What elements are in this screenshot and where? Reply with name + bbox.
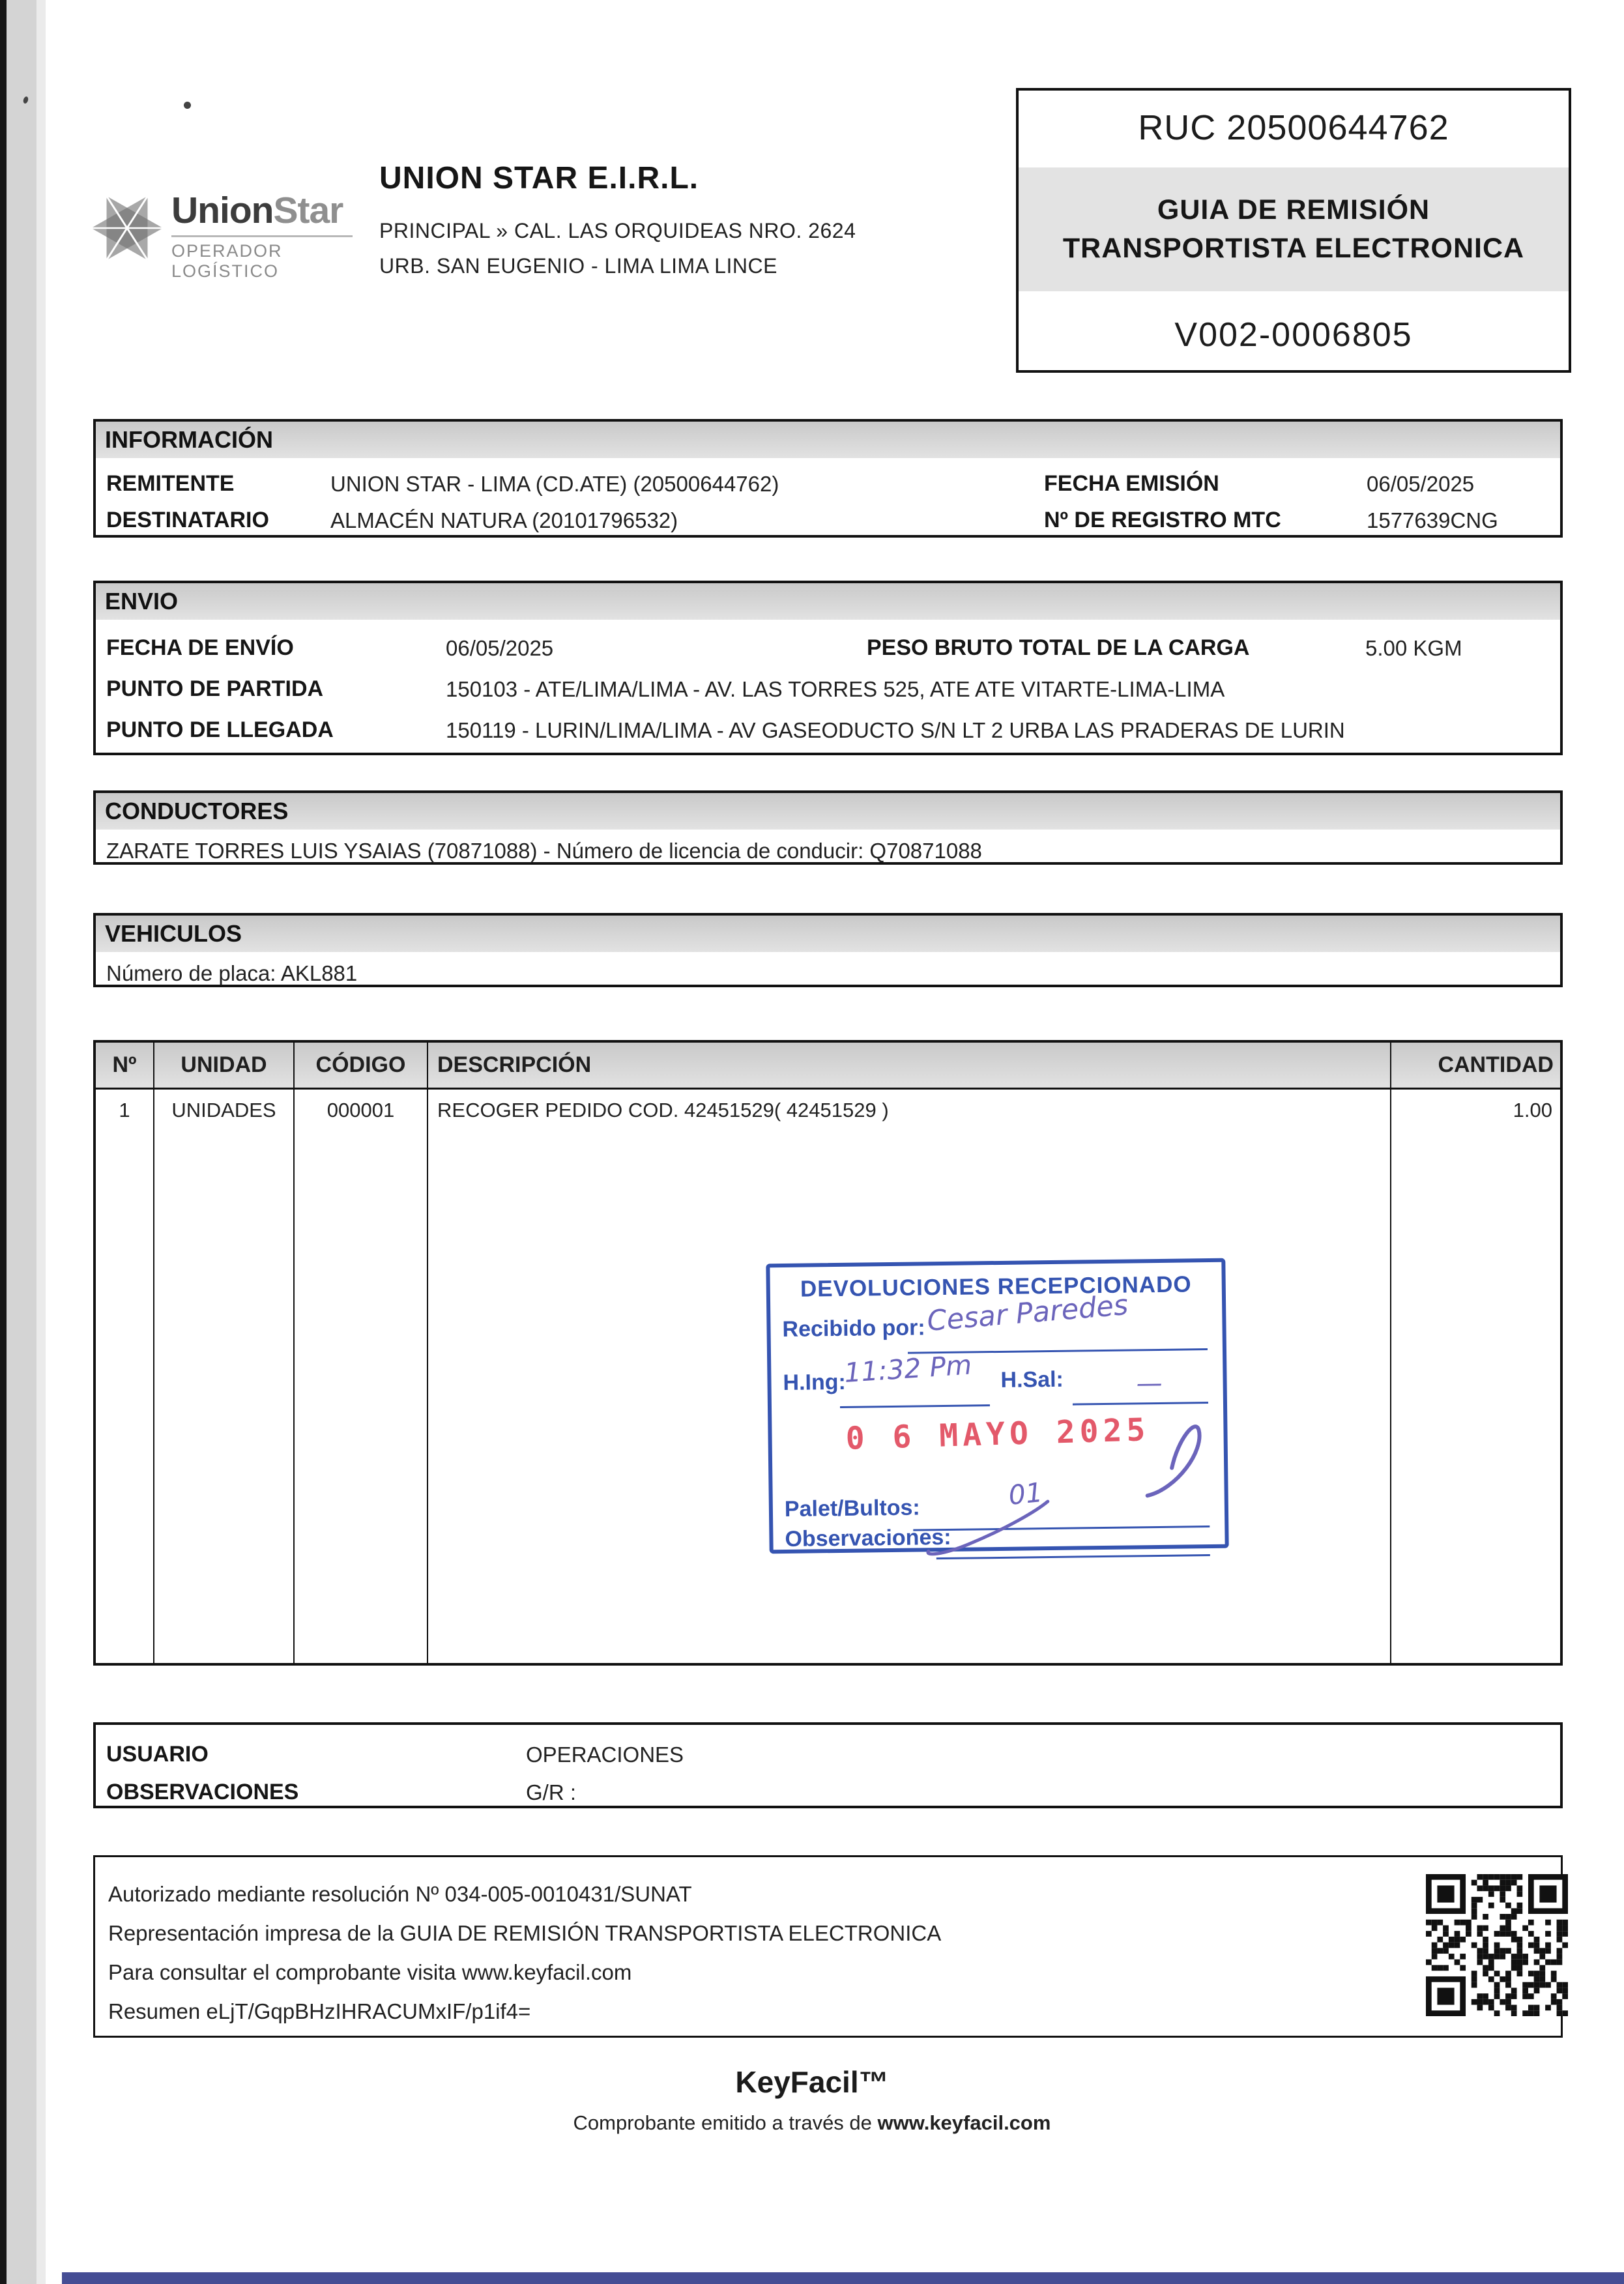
reception-stamp — [766, 1258, 1228, 1554]
vehiculos-section — [93, 913, 1563, 987]
punto-llegada-label: PUNTO DE LLEGADA — [106, 717, 334, 742]
envio-section-title: ENVIO — [96, 583, 1560, 620]
observaciones-label: OBSERVACIONES — [106, 1780, 299, 1804]
destinatario-value: ALMACÉN NATURA (20101796532) — [330, 508, 678, 532]
document-serial-number: V002-0006805 — [1174, 316, 1413, 354]
item-cell-codigo: 000001 — [295, 1090, 428, 1663]
destinatario-label: DESTINATARIO — [106, 508, 269, 532]
document-type-line1: GUIA DE REMISIÓN — [1157, 194, 1430, 225]
remitente-label: REMITENTE — [106, 471, 235, 496]
usuario-label: USUARIO — [106, 1742, 209, 1767]
informacion-section-title: INFORMACIÓN — [96, 422, 1560, 458]
stamp-hsal-handwriting: — — [1136, 1368, 1163, 1399]
envio-section — [93, 581, 1563, 755]
observaciones-value: G/R : — [526, 1780, 577, 1804]
logo-word-union: Union — [171, 190, 274, 231]
col-header-codigo: CÓDIGO — [295, 1043, 428, 1090]
keyfacil-url: www.keyfacil.com — [877, 2111, 1051, 2134]
authorization-line4: Resumen eLjT/GqpBHzIHRACUMxIF/p1if4= — [108, 1999, 531, 2023]
stamp-hsal-label: H.Sal: — [1000, 1366, 1064, 1393]
stamp-date-red: 0 6 MAYO 2025 — [845, 1411, 1151, 1457]
stamp-line — [840, 1404, 990, 1408]
logo-star-icon — [89, 184, 166, 272]
stamp-hing-label: H.Ing: — [783, 1369, 847, 1396]
registro-mtc-value: 1577639CNG — [1367, 508, 1498, 532]
scan-edge-left-gray — [7, 0, 36, 2284]
fecha-emision-label: FECHA EMISIÓN — [1044, 471, 1219, 496]
conductores-section — [93, 790, 1563, 865]
company-address-line1: PRINCIPAL » CAL. LAS ORQUIDEAS NRO. 2624 — [379, 219, 856, 242]
logo-wordmark — [171, 192, 380, 231]
signature-stroke — [1140, 1415, 1226, 1505]
conductores-section-title: CONDUCTORES — [96, 793, 1560, 830]
keyfacil-emitted-prefix: Comprobante emitido a través de — [573, 2111, 878, 2134]
usuario-section — [93, 1722, 1563, 1808]
peso-bruto-label: PESO BRUTO TOTAL DE LA CARGA — [867, 635, 1250, 660]
stamp-palet-label: Palet/Bultos: — [784, 1495, 920, 1522]
signature-stroke — [923, 1499, 1054, 1559]
keyfacil-emitted-line — [0, 2111, 1624, 2135]
registro-mtc-label: Nº DE REGISTRO MTC — [1044, 508, 1281, 532]
authorization-line3: Para consultar el comprobante visita www.keyfacil.com — [108, 1960, 632, 1984]
scan-edge-left-black — [0, 0, 7, 2284]
fecha-emision-value: 06/05/2025 — [1367, 472, 1475, 496]
stamp-hing-handwriting: 11:32 Pm — [843, 1349, 973, 1389]
authorization-line1: Autorizado mediante resolución Nº 034-005-0010431/SUNAT — [108, 1882, 692, 1906]
col-header-cantidad: CANTIDAD — [1391, 1043, 1560, 1090]
document-type-line2: TRANSPORTISTA ELECTRONICA — [1062, 233, 1525, 264]
stamp-title: DEVOLUCIONES RECEPCIONADO — [800, 1271, 1192, 1302]
stamp-recibido-label: Recibido por: — [782, 1315, 925, 1342]
scan-speck — [184, 102, 191, 109]
item-cell-num: 1 — [96, 1090, 154, 1663]
vehiculo-row: Número de placa: AKL881 — [106, 961, 358, 985]
company-address-line2: URB. SAN EUGENIO - LIMA LIMA LINCE — [379, 254, 777, 278]
vehiculos-section-title: VEHICULOS — [96, 916, 1560, 952]
item-cell-cantidad: 1.00 — [1513, 1099, 1552, 1121]
remitente-value: UNION STAR - LIMA (CD.ATE) (20500644762) — [330, 472, 779, 496]
scan-edge-bottom — [62, 2272, 1624, 2284]
company-logo — [171, 192, 380, 282]
conductor-row: ZARATE TORRES LUIS YSAIAS (70871088) - Número de licencia de conducir: Q70871088 — [106, 839, 982, 863]
logo-subtitle: OPERADOR LOGÍSTICO — [171, 240, 283, 281]
punto-partida-label: PUNTO DE PARTIDA — [106, 676, 324, 701]
punto-llegada-value: 150119 - LURIN/LIMA/LIMA - AV GASEODUCTO S/N LT 2 URBA LAS PRADERAS DE LURIN — [446, 718, 1345, 742]
ruc-number: RUC 20500644762 — [1138, 108, 1449, 147]
peso-bruto-value: 5.00 KGM — [1365, 636, 1462, 660]
qr-code — [1426, 1874, 1568, 2016]
company-name: UNION STAR E.I.R.L. — [379, 161, 699, 195]
scan-edge-left-light — [36, 0, 46, 2284]
authorization-box — [93, 1855, 1563, 2038]
fecha-envio-label: FECHA DE ENVÍO — [106, 635, 294, 660]
logo-divider — [171, 235, 353, 237]
stamp-palet-handwriting: 01 — [1007, 1477, 1045, 1511]
item-cell-descripcion: RECOGER PEDIDO COD. 42451529( 42451529 ) — [428, 1090, 1391, 1663]
ruc-box — [1016, 88, 1571, 373]
keyfacil-brand: KeyFacil™ — [735, 2065, 889, 2099]
item-cell-unidad: UNIDADES — [154, 1090, 295, 1663]
logo-word-star: Star — [273, 190, 343, 231]
document-type-band — [1019, 167, 1569, 291]
informacion-section — [93, 419, 1563, 538]
stamp-line — [1073, 1402, 1208, 1406]
authorization-line2: Representación impresa de la GUIA DE REMISIÓN TRANSPORTISTA ELECTRONICA — [108, 1921, 942, 1945]
stamp-observaciones-label: Observaciones: — [785, 1524, 951, 1552]
stamp-recibido-handwriting: Cesar Paredes — [925, 1288, 1129, 1338]
usuario-value: OPERACIONES — [526, 1742, 684, 1767]
col-header-num: Nº — [96, 1043, 154, 1090]
punto-partida-value: 150103 - ATE/LIMA/LIMA - AV. LAS TORRES 525, ATE ATE VITARTE-LIMA-LIMA — [446, 677, 1225, 701]
col-header-unidad: UNIDAD — [154, 1043, 295, 1090]
col-header-descripcion: DESCRIPCIÓN — [428, 1043, 1391, 1090]
fecha-envio-value: 06/05/2025 — [446, 636, 554, 660]
